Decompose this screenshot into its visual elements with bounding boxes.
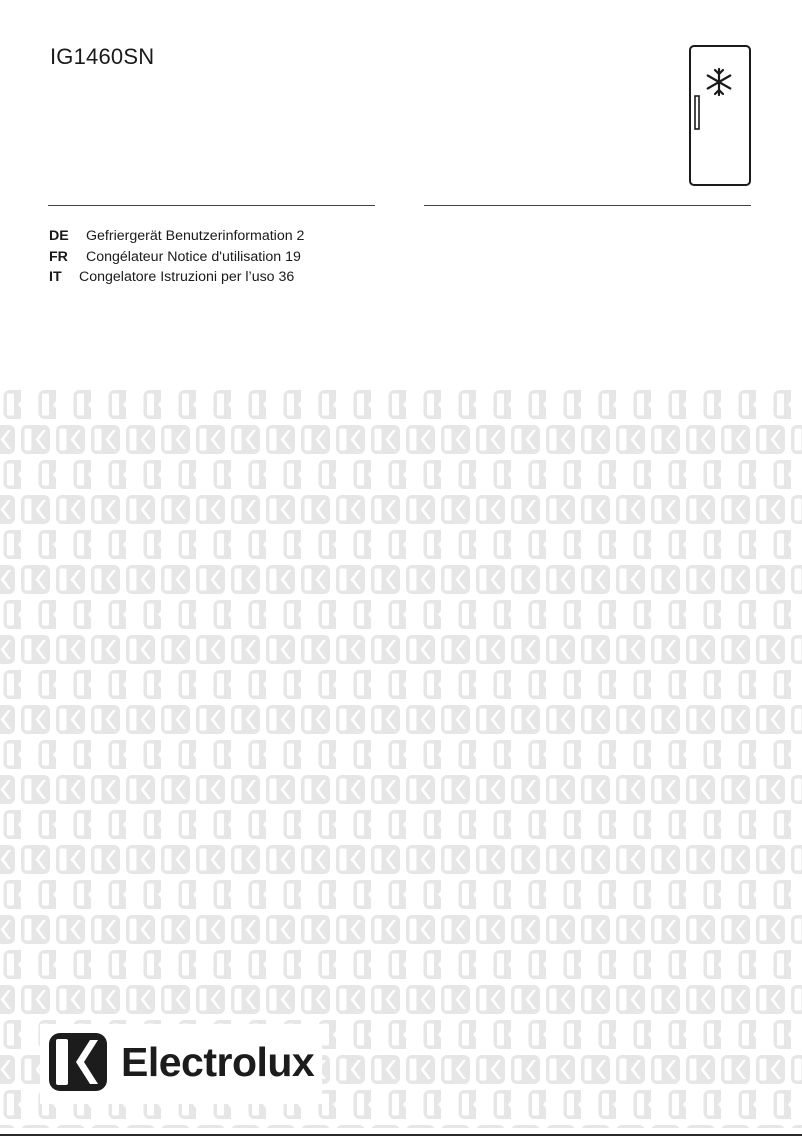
language-list — [49, 226, 304, 288]
language-title: Congelatore Istruzioni per l’uso 36 — [79, 269, 295, 285]
brand-wordmark: Electrolux — [121, 1039, 315, 1085]
language-code: FR — [49, 248, 68, 265]
language-title: Congélateur Notice d'utilisation 19 — [86, 248, 301, 265]
language-code: DE — [49, 228, 69, 244]
freezer-icon — [689, 45, 751, 186]
model-number: IG1460SN — [50, 44, 155, 69]
divider-left — [48, 205, 375, 206]
electrolux-pattern-icon — [0, 388, 802, 1128]
language-item-it[interactable] — [49, 267, 304, 288]
language-code: IT — [49, 269, 62, 285]
electrolux-logo-icon — [49, 1033, 107, 1091]
language-item-fr[interactable] — [49, 247, 304, 268]
language-title: Gefriergerät Benutzerinformation 2 — [86, 228, 305, 244]
divider-right — [424, 205, 751, 206]
language-item-de[interactable] — [49, 226, 304, 247]
